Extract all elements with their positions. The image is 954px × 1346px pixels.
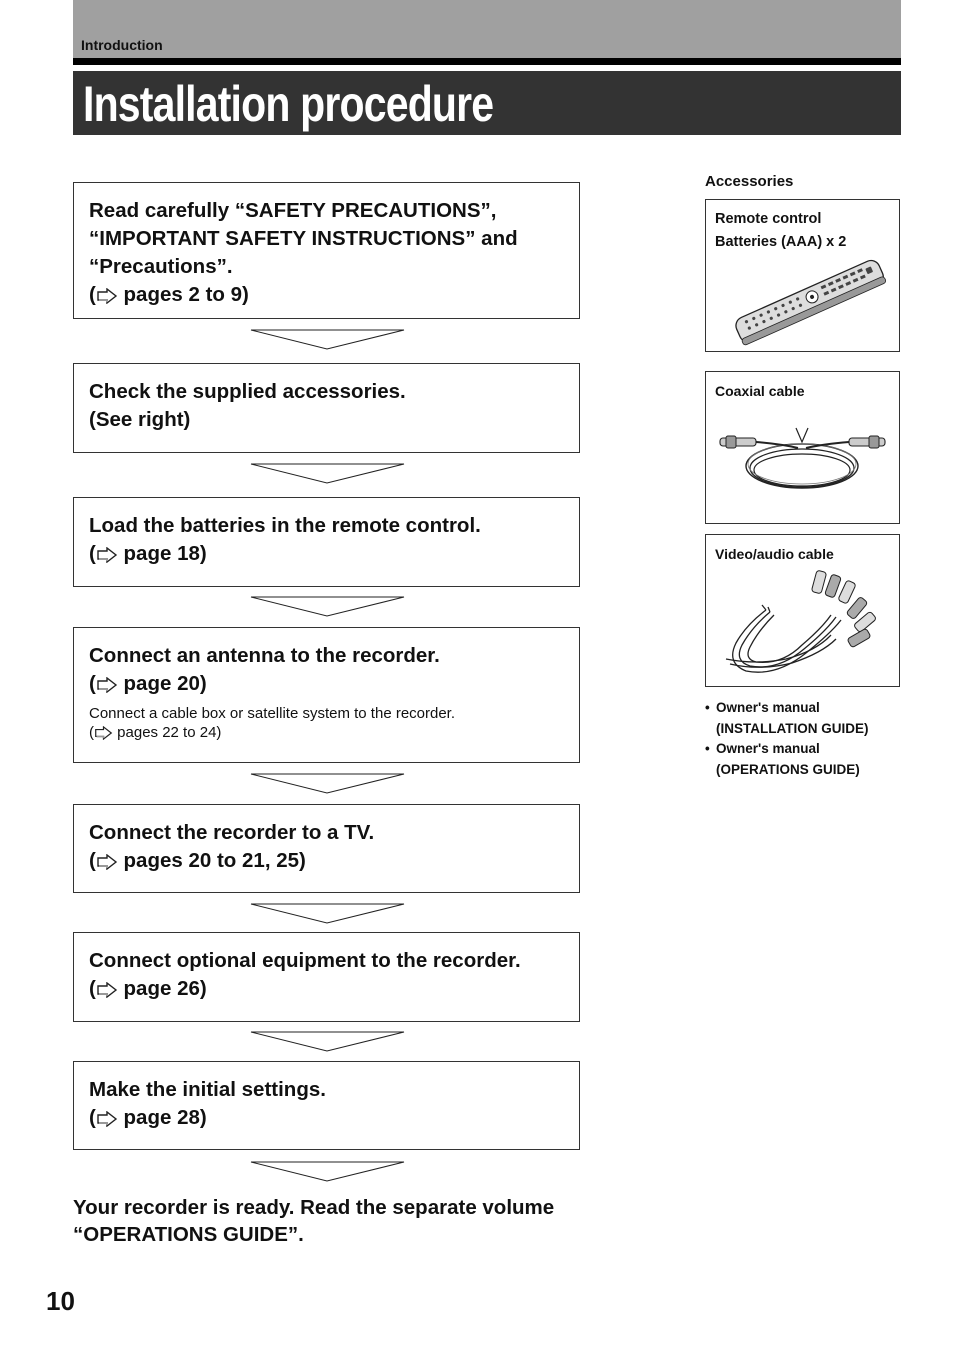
page-reference-arrow-icon [96,854,118,870]
step-text [89,819,564,875]
step-reference [89,670,564,698]
step-text [89,378,564,434]
step-sub-reference [89,723,564,742]
page-reference-arrow-icon [96,677,118,693]
step-instruction: Check the supplied accessories. [89,380,406,403]
final-note: Your recorder is ready. Read the separate volume “OPERATIONS GUIDE”. [73,1196,555,1246]
manual-volume: (OPERATIONS GUIDE) [716,761,860,777]
step-text [89,642,564,698]
section-label: Introduction [81,37,163,53]
step-text [89,197,564,309]
ref-open-paren: ( [89,1106,96,1129]
manuals-list [705,698,905,780]
ref-pages: page 28) [123,1106,207,1129]
step-connect-optional [73,932,580,1022]
step-reference [89,540,564,568]
step-reference: (See right) [89,408,191,431]
accessory-remote-control [705,199,900,352]
page-reference-arrow-icon [96,982,118,998]
ref-open-paren: ( [89,849,96,872]
step-subtext [89,704,564,742]
flow-arrow-icon [250,596,405,618]
step-instruction: Load the batteries in the remote control. [89,514,481,537]
step-sub-instruction: Connect a cable box or satellite system to the recorder. [89,705,456,722]
flow-arrow-icon [250,1031,405,1053]
accessory-label: Video/audio cable [715,546,834,562]
ref-open-paren: ( [89,724,94,741]
manual-name: Owner's manual [716,700,820,715]
ref-pages: page 20) [123,672,207,695]
step-instruction: Connect an antenna to the recorder. [89,644,440,667]
accessories-heading: Accessories [705,173,794,190]
step-connect-antenna [73,627,580,763]
page-reference-arrow-icon [96,1111,118,1127]
header-rule [73,58,901,65]
accessory-video-audio-cable [705,534,900,687]
accessory-coaxial-cable [705,371,900,524]
manual-volume: (INSTALLATION GUIDE) [716,720,869,736]
step-reference [89,281,564,309]
step-instruction: Connect the recorder to a TV. [89,821,375,844]
coaxial-cable-icon [706,418,899,518]
flow-arrow-icon [250,773,405,795]
ref-open-paren: ( [89,283,96,306]
page-reference-arrow-icon [94,726,113,740]
step-text [89,1076,564,1132]
step-read-safety [73,182,580,319]
step-instruction: Read carefully “SAFETY PRECAUTIONS”, “IMPORTANT SAFETY INSTRUCTIONS” and “Precautions”. [89,199,518,278]
flow-arrow-icon [250,463,405,485]
accessory-label: Batteries (AAA) x 2 [715,234,847,250]
step-reference [89,975,564,1003]
step-reference [89,1104,564,1132]
ref-open-paren: ( [89,977,96,1000]
step-instruction: Connect optional equipment to the recorder. [89,949,521,972]
title-bar [73,71,901,135]
step-reference [89,847,564,875]
step-check-accessories [73,363,580,453]
header-band [73,0,901,58]
ref-pages: pages 2 to 9) [123,283,249,306]
step-initial-settings [73,1061,580,1150]
page-reference-arrow-icon [96,288,118,304]
accessory-label: Coaxial cable [715,383,805,399]
flow-arrow-icon [250,329,405,351]
ref-pages: page 26) [123,977,207,1000]
step-instruction: Make the initial settings. [89,1078,326,1101]
ref-pages: pages 20 to 21, 25) [123,849,306,872]
ref-open-paren: ( [89,672,96,695]
step-connect-tv [73,804,580,893]
page-number: 10 [46,1286,75,1316]
video-audio-cable-icon [706,565,899,685]
step-load-batteries [73,497,580,587]
accessory-label: Remote control [715,211,822,227]
ref-pages: pages 22 to 24) [117,724,222,741]
flow-arrow-icon [250,1161,405,1183]
page-title: Installation procedure [83,76,494,132]
step-text [89,512,564,568]
flow-arrow-icon [250,903,405,925]
ref-open-paren: ( [89,542,96,565]
page-reference-arrow-icon [96,547,118,563]
remote-control-icon [706,256,899,346]
step-text [89,947,564,1003]
list-item [705,698,905,739]
ref-pages: page 18) [123,542,207,565]
list-item [705,739,905,780]
manual-name: Owner's manual [716,741,820,756]
